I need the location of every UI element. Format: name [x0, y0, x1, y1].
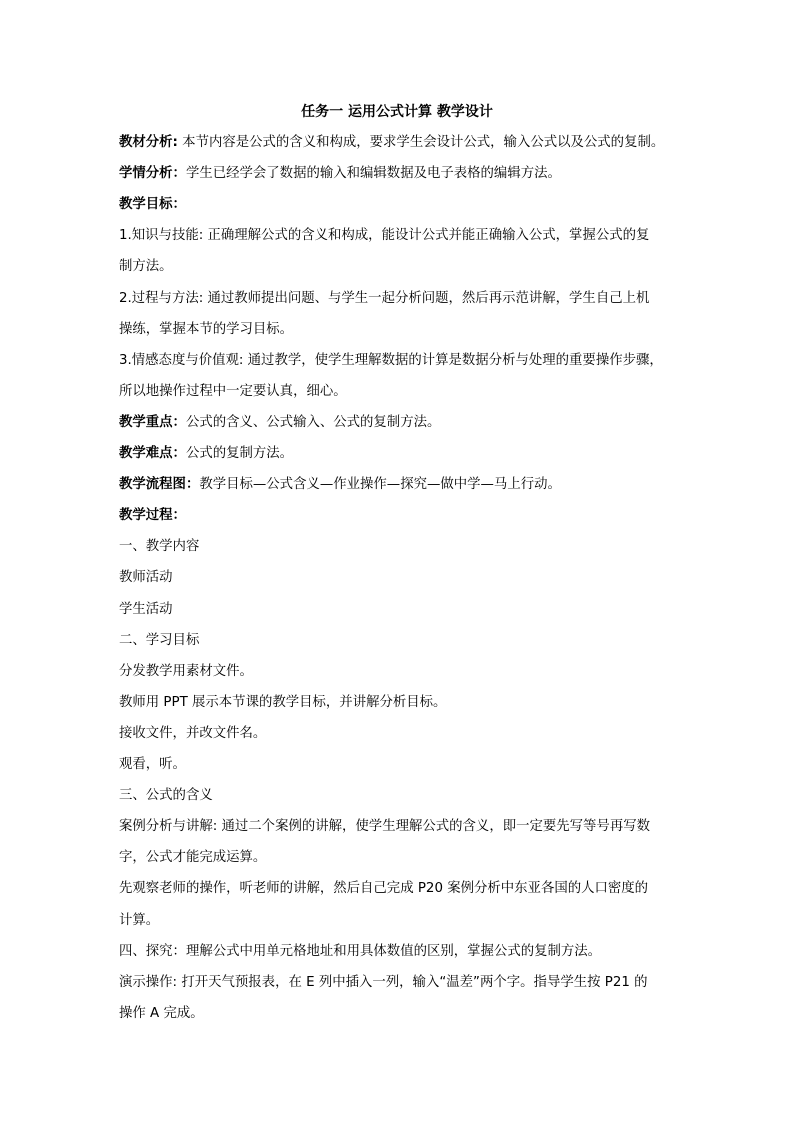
document-line: [119, 351, 663, 371]
document-line: [119, 537, 199, 557]
document-line: [119, 911, 159, 931]
line-text: 观看，听。: [119, 757, 186, 772]
document-line: [119, 600, 173, 620]
line-text: 3.情感态度与价值观: 通过教学，使学生理解数据的计算是数据分析与处理的重要操作步骤，: [119, 353, 663, 368]
line-text: 一、教学内容: [119, 539, 200, 554]
line-text: 制方法。: [119, 259, 173, 274]
line-text: 1.知识与技能: 正确理解公式的含义和构成，能设计公式并能正确输入公式，掌握公式的复: [119, 228, 650, 243]
section-label: 学情分析：: [119, 166, 186, 181]
section-label: 教学流程图：: [119, 477, 200, 492]
line-text: 教师用 PPT 展示本节课的教学目标，并讲解分析目标。: [119, 695, 447, 710]
line-text: 四、探究：理解公式中用单元格地址和用具体数值的区别，掌握公式的复制方法。: [119, 944, 602, 959]
line-text: 教学目标—公式含义—作业操作—探究—做中学—马上行动。: [199, 477, 561, 492]
line-text: 字，公式才能完成运算。: [119, 850, 267, 865]
line-text: 学生已经学会了数据的输入和编辑数据及电子表格的编辑方法。: [185, 166, 561, 181]
line-text: 所以地操作过程中一定要认真，细心。: [119, 384, 347, 399]
document-line: [119, 693, 446, 713]
line-text: 学生活动: [119, 602, 173, 617]
document-line: [119, 413, 440, 433]
document-line: [119, 444, 293, 464]
document-line: [119, 475, 561, 495]
document-title: 任务一 运用公式计算 教学设计: [301, 104, 493, 120]
document-line: [119, 568, 173, 588]
line-text: 分发教学用素材文件。: [119, 664, 253, 679]
section-label: 教学目标：: [119, 197, 186, 212]
document-line: [119, 755, 186, 775]
document-line: [119, 724, 266, 744]
line-text: 演示操作: 打开天气预报表，在 E 列中插入一列，输入“温差”两个字。指导学生按 P21 的: [119, 975, 648, 990]
document-line: [119, 662, 253, 682]
document-line: [119, 320, 293, 340]
document-line: [119, 382, 347, 402]
section-label: 教学难点：: [119, 446, 186, 461]
document-line: [119, 506, 186, 526]
document-line: [119, 1004, 204, 1024]
line-text: 本节内容是公式的含义和构成，要求学生会设计公式，输入公式以及公式的复制。: [177, 135, 665, 150]
document-line: [119, 195, 186, 215]
document-line: [119, 973, 648, 993]
line-text: 操练，掌握本节的学习目标。: [119, 322, 294, 337]
line-text: 案例分析与讲解: 通过二个案例的讲解，使学生理解公式的含义，即一定要先写等号再写数: [119, 819, 650, 834]
section-label: 教学过程：: [119, 508, 186, 523]
document-line: [119, 133, 664, 153]
document-line: [119, 226, 649, 246]
section-label: 教材分析:: [119, 135, 178, 150]
document-line: [119, 164, 561, 184]
line-text: 教师活动: [119, 570, 173, 585]
line-text: 二、学习目标: [119, 633, 200, 648]
document-line: [119, 289, 649, 309]
document-line: [119, 942, 601, 962]
document-line: [119, 879, 648, 899]
document-line: [119, 817, 650, 837]
document-line: [119, 848, 266, 868]
line-text: 三、公式的含义: [119, 788, 213, 803]
line-text: 公式的含义、公式输入、公式的复制方法。: [185, 415, 441, 430]
line-text: 先观察老师的操作，听老师的讲解，然后自己完成 P20 案例分析中东亚各国的人口密度的: [119, 881, 649, 896]
document-line: [119, 631, 199, 651]
line-text: 计算。: [119, 913, 160, 928]
line-text: 公式的复制方法。: [185, 446, 294, 461]
line-text: 操作 A 完成。: [119, 1006, 204, 1021]
line-text: 2.过程与方法: 通过教师提出问题、与学生一起分析问题，然后再示范讲解，学生自己上机: [119, 291, 650, 306]
section-label: 教学重点：: [119, 415, 186, 430]
document-line: [119, 786, 213, 806]
document-line: [119, 257, 173, 277]
line-text: 接收文件，并改文件名。: [119, 726, 267, 741]
